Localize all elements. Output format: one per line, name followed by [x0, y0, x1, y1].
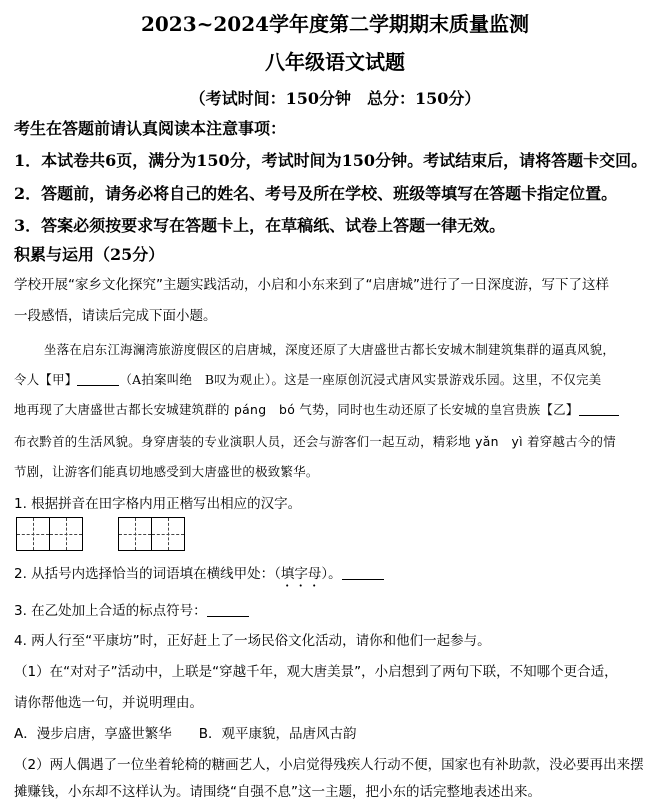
passage-line-2-start: 令人【甲】: [14, 372, 78, 387]
passage-line-3: [14, 400, 664, 418]
section-intro-line-2: 一段感悟，请读后完成下面小题。: [14, 308, 217, 324]
question-4-1-options: A．漫步启唐，享盛世繁华 B．观平康貌，品唐风古韵: [14, 726, 357, 742]
emphasis-text: 填字母: [280, 566, 322, 582]
question-3: [14, 599, 664, 619]
section-heading: 积累与运用（25分）: [14, 245, 165, 264]
question-4-1-line-2: 请你帮他选一句，并说明理由。: [14, 695, 203, 711]
tianzige-cell[interactable]: [49, 517, 83, 551]
passage-line-2-end: （A拍案叫绝 B叹为观止）。这是一座原创沉浸式唐风实景游戏乐园。这里，不仅完美: [119, 372, 602, 387]
question-2: [14, 562, 664, 590]
passage-line-4-end: 着穿越古今的情: [527, 434, 616, 449]
question-2-start: 2. 从括号内选择恰当的词语填在横线甲处：（: [14, 566, 281, 582]
pinyin-yanyi: yǎn yì: [470, 434, 528, 449]
passage-line-3-start: 地再现了大唐盛世古都长安城建筑群的: [14, 402, 230, 417]
passage-line-1: 坐落在启东江海澜湾旅游度假区的启唐城，深度还原了大唐盛世古都长安城木制建筑集群的逼真风貌，: [44, 342, 616, 357]
pinyin-pangbo: páng bó: [229, 402, 300, 417]
question-4: 4. 两人行至“平康坊”时，正好赶上了一场民俗文化活动，请你和他们一起参与。: [14, 633, 491, 649]
tianzige-yanyi[interactable]: [118, 517, 184, 551]
blank-jia: [77, 371, 119, 386]
exam-subtitle: 八年级语文试题: [265, 50, 405, 74]
question-3-text: 3. 在乙处加上合适的标点符号：: [14, 603, 207, 619]
notice-item-3: 3．答案必须按要求写在答题卡上，在草稿纸、试卷上答题一律无效。: [14, 216, 506, 235]
section-intro-line-1: 学校开展“家乡文化探究”主题实践活动，小启和小东来到了“启唐城”进行了一日深度游，写下了这样: [14, 277, 609, 293]
tianzige-cell[interactable]: [16, 517, 50, 551]
question-2-end: ）。: [321, 566, 342, 582]
tianzige-cell[interactable]: [151, 517, 185, 551]
notice-item-2: 2．答题前，请务必将自己的姓名、考号及所在学校、班级等填写在答题卡指定位置。: [14, 184, 618, 203]
exam-info: （考试时间：150分钟 总分：150分）: [189, 89, 481, 108]
passage-line-4: [14, 432, 664, 450]
exam-title: 2023~2024学年度第二学期期末质量监测: [140, 12, 530, 36]
passage-line-3-end: 气势，同时也生动还原了长安城的皇宫贵族【乙】: [299, 402, 579, 417]
passage-line-2: [14, 370, 664, 388]
tianzige-cell[interactable]: [118, 517, 152, 551]
answer-blank-2: [342, 565, 384, 580]
question-4-2-line-2: 摊赚钱，小东却不这样认为。请围绕“自强不息”这一主题，把小东的话完整地表述出来。: [14, 784, 541, 800]
notice-heading: 考生在答题前请认真阅读本注意事项：: [14, 119, 287, 138]
question-4-2-line-1: （2）两人偶遇了一位坐着轮椅的糖画艺人，小启觉得残疾人行动不便，国家也有补助款，没必要再出来摆: [14, 757, 644, 773]
notice-item-1: 1．本试卷共6页，满分为150分，考试时间为150分钟。考试结束后，请将答题卡交回。: [14, 151, 648, 170]
tianzige-pangbo[interactable]: [16, 517, 82, 551]
blank-yi: [579, 401, 619, 416]
passage-line-5: 节剧，让游客们能真切地感受到大唐盛世的极致繁华。: [14, 464, 319, 479]
answer-blank-3: [207, 602, 249, 617]
question-1: 1. 根据拼音在田字格内用正楷写出相应的汉字。: [14, 496, 302, 512]
question-4-1-line-1: （1）在“对对子”活动中，上联是“穿越千年，观大唐美景”，小启想到了两句下联，不知哪个更合适，: [14, 664, 618, 680]
passage-line-4-start: 布衣黔首的生活风貌。身穿唐装的专业演职人员，还会与游客们一起互动，精彩地: [14, 434, 471, 449]
